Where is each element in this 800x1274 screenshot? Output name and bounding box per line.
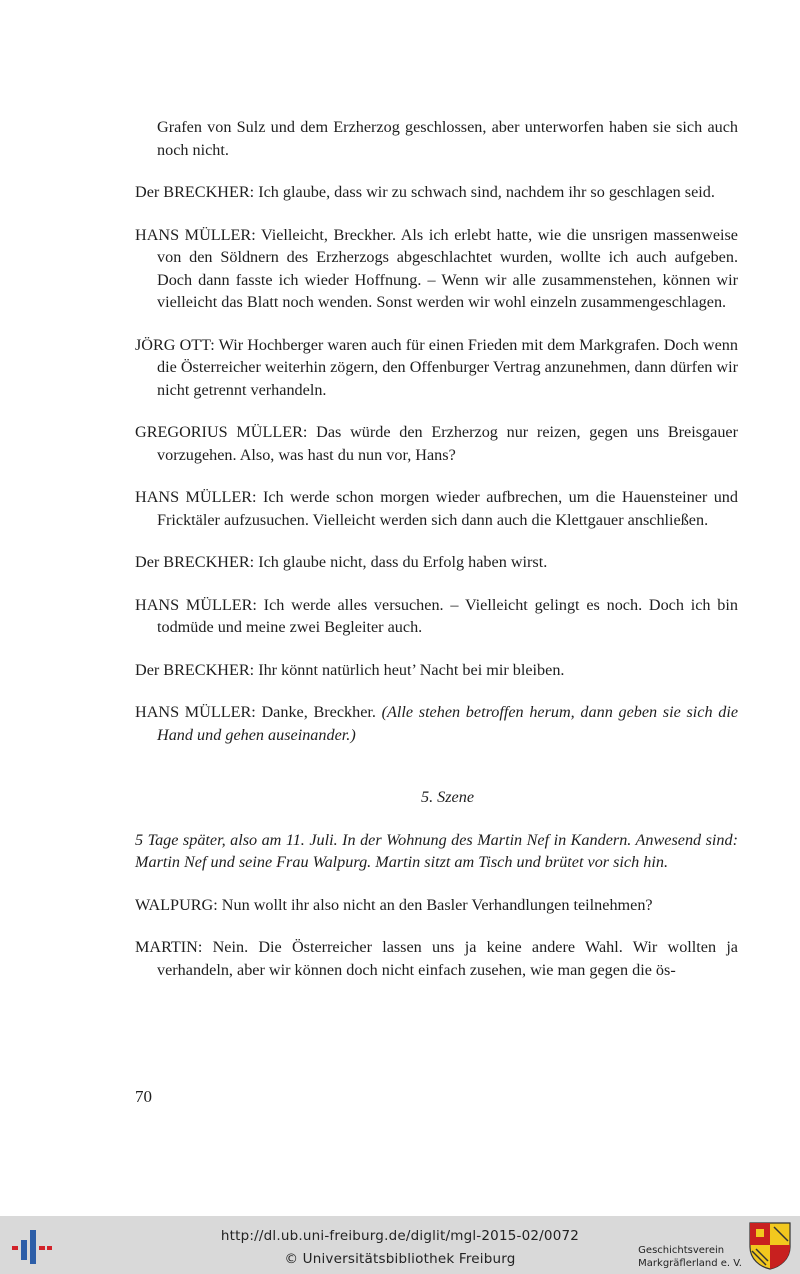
organization-line-1: Geschichtsverein [638,1245,725,1256]
paragraph-after-1: MARTIN: Nein. Die Österreicher lassen uns ja keine andere Wahl. Wir wollten ja verhandeln, aber wir können doch nicht einfach zusehen, wie man gegen die ös- [135,938,738,979]
coat-of-arms-icon [748,1221,792,1271]
scene-title: 5. Szene [420,788,475,806]
paragraph-2: HANS MÜLLER: Vielleicht, Breckher. Als ich erlebt hatte, wie die unsrigen massenweise von den Söldnern des Erzherzogs abgeschlachtet wurden, wollte ich auch aufgeben. Doch dann fasste ich wieder Hoffnung. – Wenn wir alle zusammenstehen, können wir vielleicht das Blatt noch wenden. Sonst werden wir wohl einzeln zusammengeschlagen. [135,225,738,311]
footer-bar [0,1216,800,1274]
paragraph-5: HANS MÜLLER: Ich werde schon morgen wieder aufbrechen, um die Hauensteiner und Fricktäler aufzusuchen. Vielleicht werden sich dann auch die Klettgauer anschließen. [135,488,738,529]
paragraph-3: JÖRG OTT: Wir Hochberger waren auch für einen Frieden mit dem Markgrafen. Doch wenn die Österreicher weiterhin zögern, den Offenburger Vertrag anzunehmen, dann dürfen wir nicht getrennt verhandeln. [135,335,738,399]
paragraph-after-0: WALPURG: Nun wollt ihr also nicht an den Basler Verhandlungen teilnehmen? [135,895,653,914]
organization-line-2: Markgräflerland e. V. [638,1258,742,1269]
paragraph-last-speech [135,701,738,746]
organization-name [638,1244,742,1270]
stage-direction: (Alle stehen betroffen herum, dann geben sie sich die Hand und gehen auseinander.) [157,703,739,744]
paragraph-6: Der BRECKHER: Ich glaube nicht, dass du Erfolg haben wirst. [135,553,548,571]
play-text [135,116,738,981]
paragraph-4: GREGORIUS MÜLLER: Das würde den Erzherzog nur reizen, gegen uns Breisgauer vorzugehen. Also, was hast du nun vor, Hans? [135,423,738,464]
paragraph-1: Der BRECKHER: Ich glaube, dass wir zu schwach sind, nachdem ihr so geschlagen seid. [135,183,715,201]
paragraph-7: HANS MÜLLER: Ich werde alles versuchen. – Vielleicht gelingt es noch. Doch ich bin todmüde und meine zwei Begleiter auch. [135,595,738,636]
footer-url-link[interactable]: http://dl.ub.uni-freiburg.de/diglit/mgl-2015-02/0072 [220,1228,580,1244]
page-number: 70 [135,1087,152,1106]
scene-direction: 5 Tage später, also am 11. Juli. In der Wohnung des Martin Nef in Kandern. Anwesend sind: Martin Nef und seine Frau Walpurg. Martin sitzt am Tisch und brütet vor sich hin. [135,830,738,871]
paragraph-8: Der BRECKHER: Ihr könnt natürlich heut’ Nacht bei mir bleiben. [135,660,565,679]
speech-text: HANS MÜLLER: Danke, Breckher. [135,703,382,721]
footer-copyright: © Universitätsbibliothek Freiburg [284,1251,516,1267]
paragraph-0: Grafen von Sulz und dem Erzherzog geschlossen, aber unterworfen haben sie sich auch noch nicht. [157,118,738,159]
